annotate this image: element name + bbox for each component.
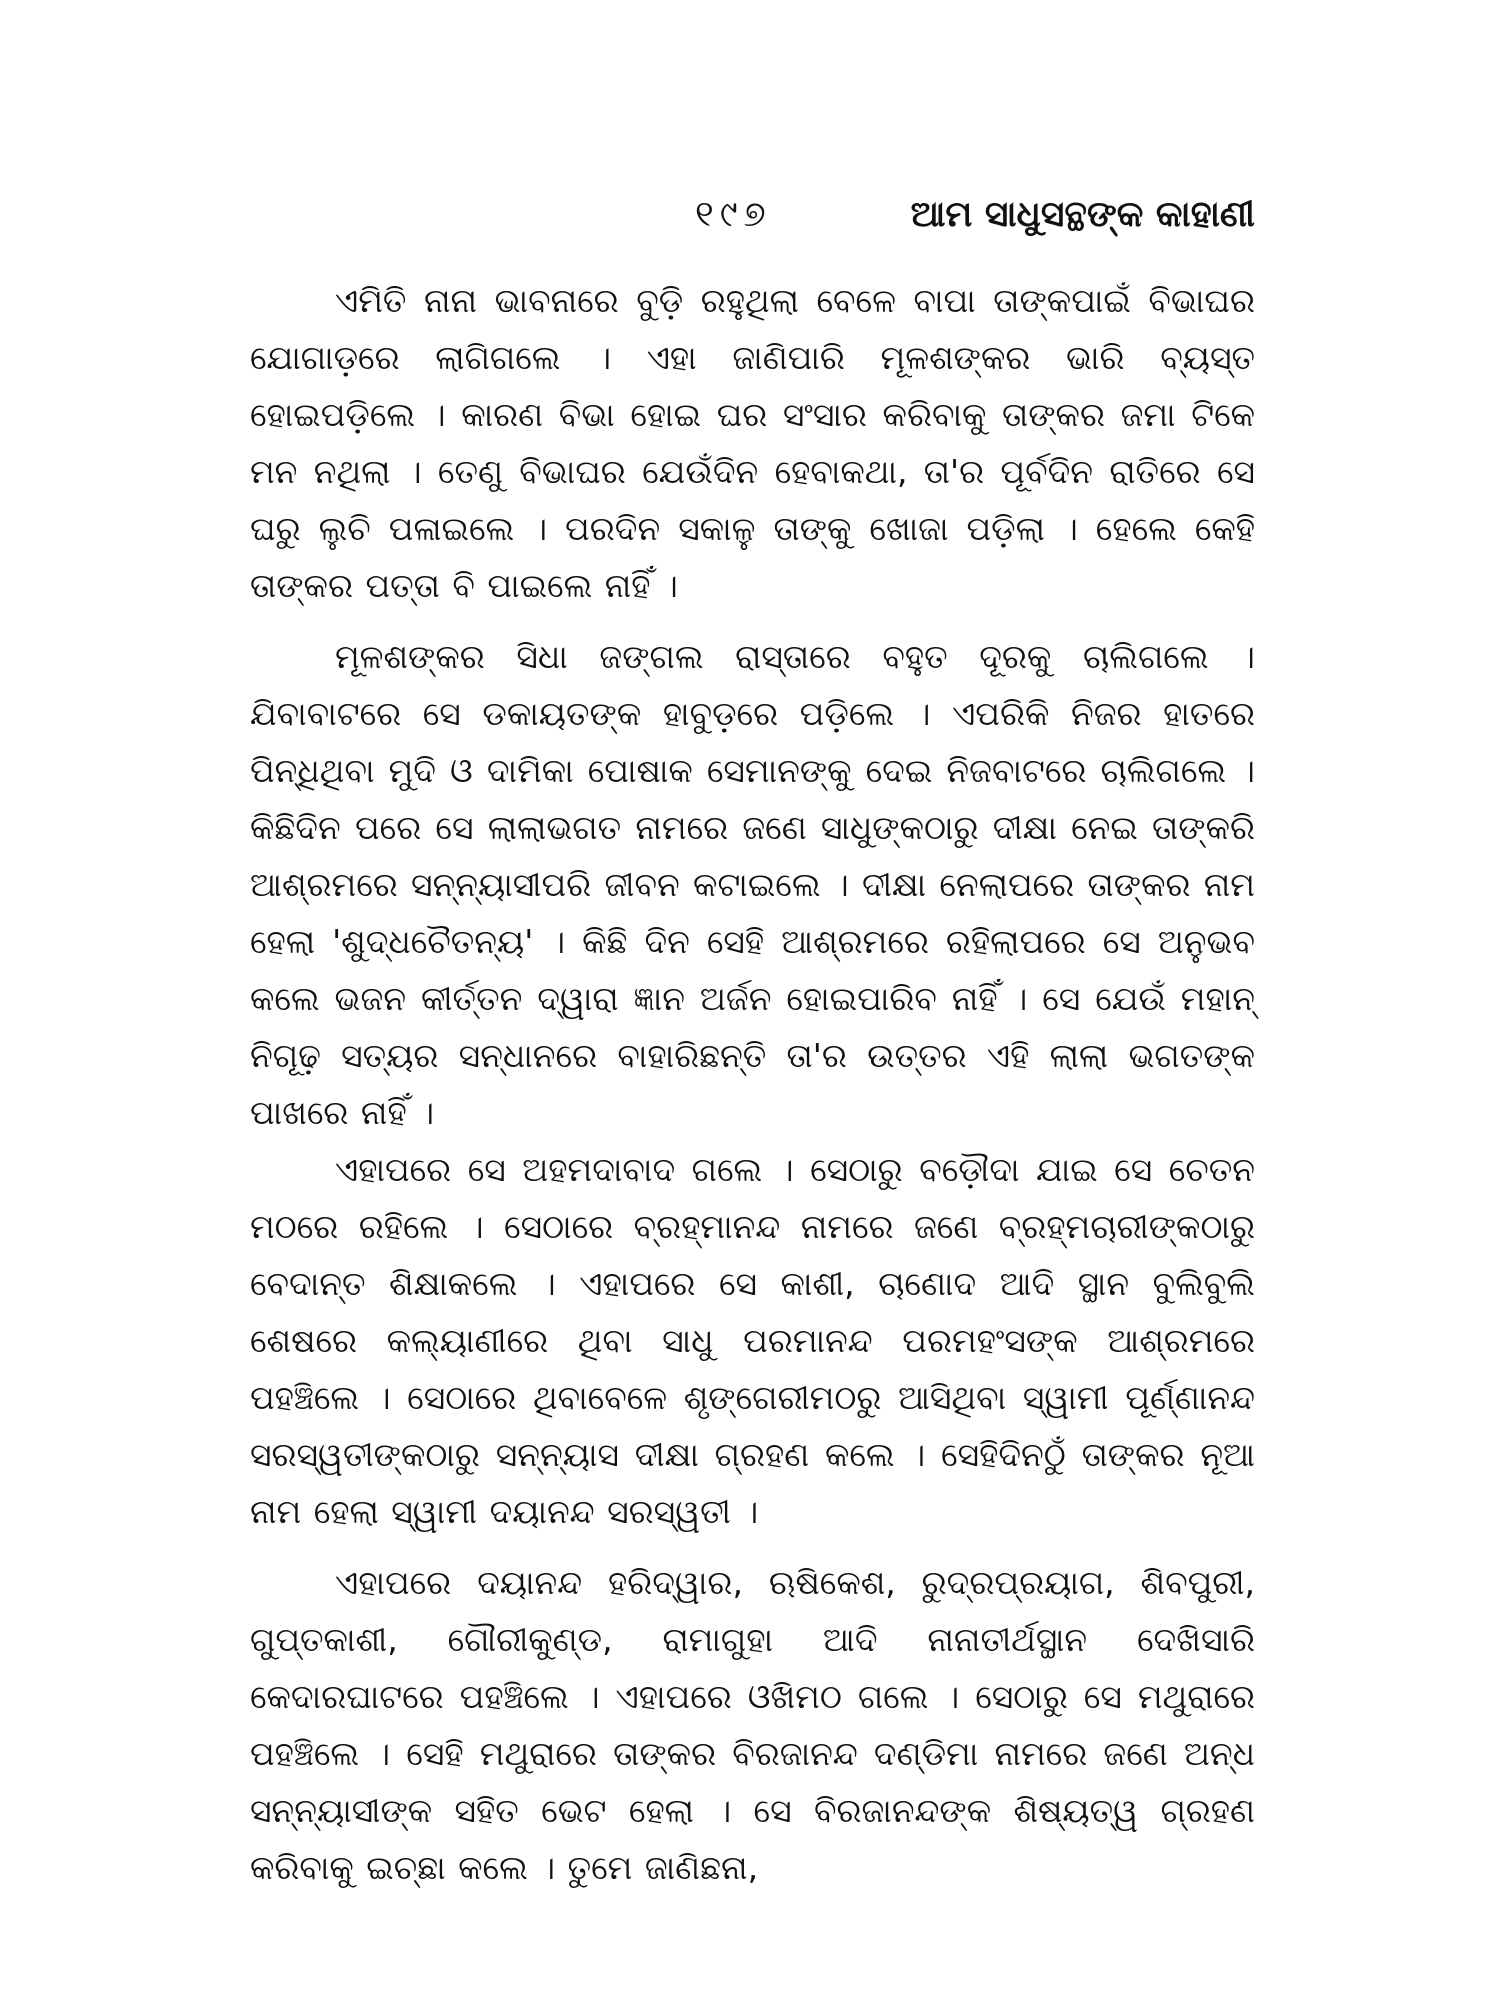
running-title: ଆମ ସାଧୁସନ୍ଥଙ୍କ କାହାଣୀ [910,194,1255,235]
paragraph: ମୂଳଶଙ୍କର ସିଧା ଜଙ୍ଗଲ ରାସ୍ତାରେ ବହୁତ ଦୂରକୁ ଚାଲିଗଲେ । ଯିବାବାଟରେ ସେ ଡକାୟତଙ୍କ ହାବୁଡ଼ରେ ପଡ଼ିଲେ । ଏପରିକି ନିଜର ହାତରେ ପିନ୍ଧିଥିବା ମୁଦି ଓ ଦାମିକା ପୋଷାକ ସେମାନଙ୍କୁ ଦେଇ ନିଜବାଟରେ ଚାଲିଗଲେ । କିଛିଦିନ ପରେ ସେ ଲାଲାଭଗତ ନାମରେ ଜଣେ ସାଧୁଙ୍କଠାରୁ ଦୀକ୍ଷା ନେଇ ତାଙ୍କରି ଆଶ୍ରମରେ ସନ୍ନ୍ୟାସୀପରି ଜୀବନ କଟାଇଲେ । ଦୀକ୍ଷା ନେଲାପରେ ତାଙ୍କର ନାମ ହେଲା 'ଶୁଦ୍ଧଚୈତନ୍ୟ' । କିଛି ଦିନ ସେହି ଆଶ୍ରମରେ ରହିଲାପରେ ସେ ଅନୁଭବ କଲେ ଭଜନ କୀର୍ତ୍ତନ ଦ୍ୱାରା ଜ୍ଞାନ ଅର୍ଜନ ହୋଇପାରିବ ନାହିଁ । ସେ ଯେଉଁ ମହାନ୍ ନିଗୂଢ଼ ସତ୍ୟର ସନ୍ଧାନରେ ବାହାରିଛନ୍ତି ତା'ର ଉତ୍ତର ଏହି ଲାଲା ଭଗତଙ୍କ ପାଖରେ ନାହିଁ । [250,637,1255,1132]
paragraph: ଏମିତି ନାନା ଭାବନାରେ ବୁଡ଼ି ରହୁଥିଲା ବେଳେ ବାପା ତାଙ୍କପାଇଁ ବିଭାଘର ଯୋଗାଡ଼ରେ ଲାଗିଗଲେ । ଏହା ଜାଣିପାରି ମୂଳଶଙ୍କର ଭାରି ବ୍ୟସ୍ତ ହୋଇପଡ଼ିଲେ । କାରଣ ବିଭା ହୋଇ ଘର ସଂସାର କରିବାକୁ ତାଙ୍କର ଜମା ଟିକେ ମନ ନଥିଲା । ତେଣୁ ବିଭାଘର ଯେଉଁଦିନ ହେବାକଥା, ତା'ର ପୂର୍ବଦିନ ରାତିରେ ସେ ଘରୁ ଲୁଚି ପଳାଇଲେ । ପରଦିନ ସକାଳୁ ତାଙ୍କୁ ଖୋଜା ପଡ଼ିଲା । ହେଲେ କେହି ତାଙ୍କର ପତ୍ତା ବି ପାଇଲେ ନାହିଁ । [250,281,1255,605]
page-number: ୧୯୭ [695,194,772,235]
paragraph: ଏହାପରେ ସେ ଅହମଦାବାଦ ଗଲେ । ସେଠାରୁ ବଡ଼ୌଦା ଯାଇ ସେ ଚେତନ ମଠରେ ରହିଲେ । ସେଠାରେ ବ୍ରହ୍ମାନନ୍ଦ ନାମରେ ଜଣେ ବ୍ରହ୍ମଚାରୀଙ୍କଠାରୁ ବେଦାନ୍ତ ଶିକ୍ଷାକଲେ । ଏହାପରେ ସେ କାଶୀ, ଚାଣୋଦ ଆଦି ସ୍ଥାନ ବୁଲିବୁଲି ଶେଷରେ କଲ୍ୟାଣୀରେ ଥିବା ସାଧୁ ପରମାନନ୍ଦ ପରମହଂସଙ୍କ ଆଶ୍ରମରେ ପହଞ୍ଚିଲେ । ସେଠାରେ ଥିବାବେଳେ ଶୃଙ୍ଗେରୀମଠରୁ ଆସିଥିବା ସ୍ୱାମୀ ପୂର୍ଣ୍ଣାନନ୍ଦ ସରସ୍ୱତୀଙ୍କଠାରୁ ସନ୍ନ୍ୟାସ ଦୀକ୍ଷା ଗ୍ରହଣ କଲେ । ସେହିଦିନଠୁଁ ତାଙ୍କର ନୂଆ ନାମ ହେଲା ସ୍ୱାମୀ ଦୟାନନ୍ଦ ସରସ୍ୱତୀ । [250,1150,1255,1531]
page-header [250,190,1255,250]
paragraph: ଏହାପରେ ଦୟାନନ୍ଦ ହରିଦ୍ୱାର, ଋଷିକେଶ, ରୁଦ୍ରପ୍ରୟାଗ, ଶିବପୁରୀ, ଗୁପ୍ତକାଶୀ, ଗୌରୀକୁଣ୍ଡ, ରାମାଗୁହା ଆଦି ନାନାତୀର୍ଥସ୍ଥାନ ଦେଖିସାରି କେଦାରଘାଟରେ ପହଞ୍ଚିଲେ । ଏହାପରେ ଓଖିମଠ ଗଲେ । ସେଠାରୁ ସେ ମଥୁରାରେ ପହଞ୍ଚିଲେ । ସେହି ମଥୁରାରେ ତାଙ୍କର ବିରଜାନନ୍ଦ ଦଣ୍ଡିମା ନାମରେ ଜଣେ ଅନ୍ଧ ସନ୍ନ୍ୟାସୀଙ୍କ ସହିତ ଭେଟ ହେଲା । ସେ ବିରଜାନନ୍ଦଙ୍କ ଶିଷ୍ୟତ୍ୱ ଗ୍ରହଣ କରିବାକୁ ଇଚ୍ଛା କଲେ । ତୁମେ ଜାଣିଛନା, [250,1563,1255,1887]
body-text [250,272,1255,1896]
